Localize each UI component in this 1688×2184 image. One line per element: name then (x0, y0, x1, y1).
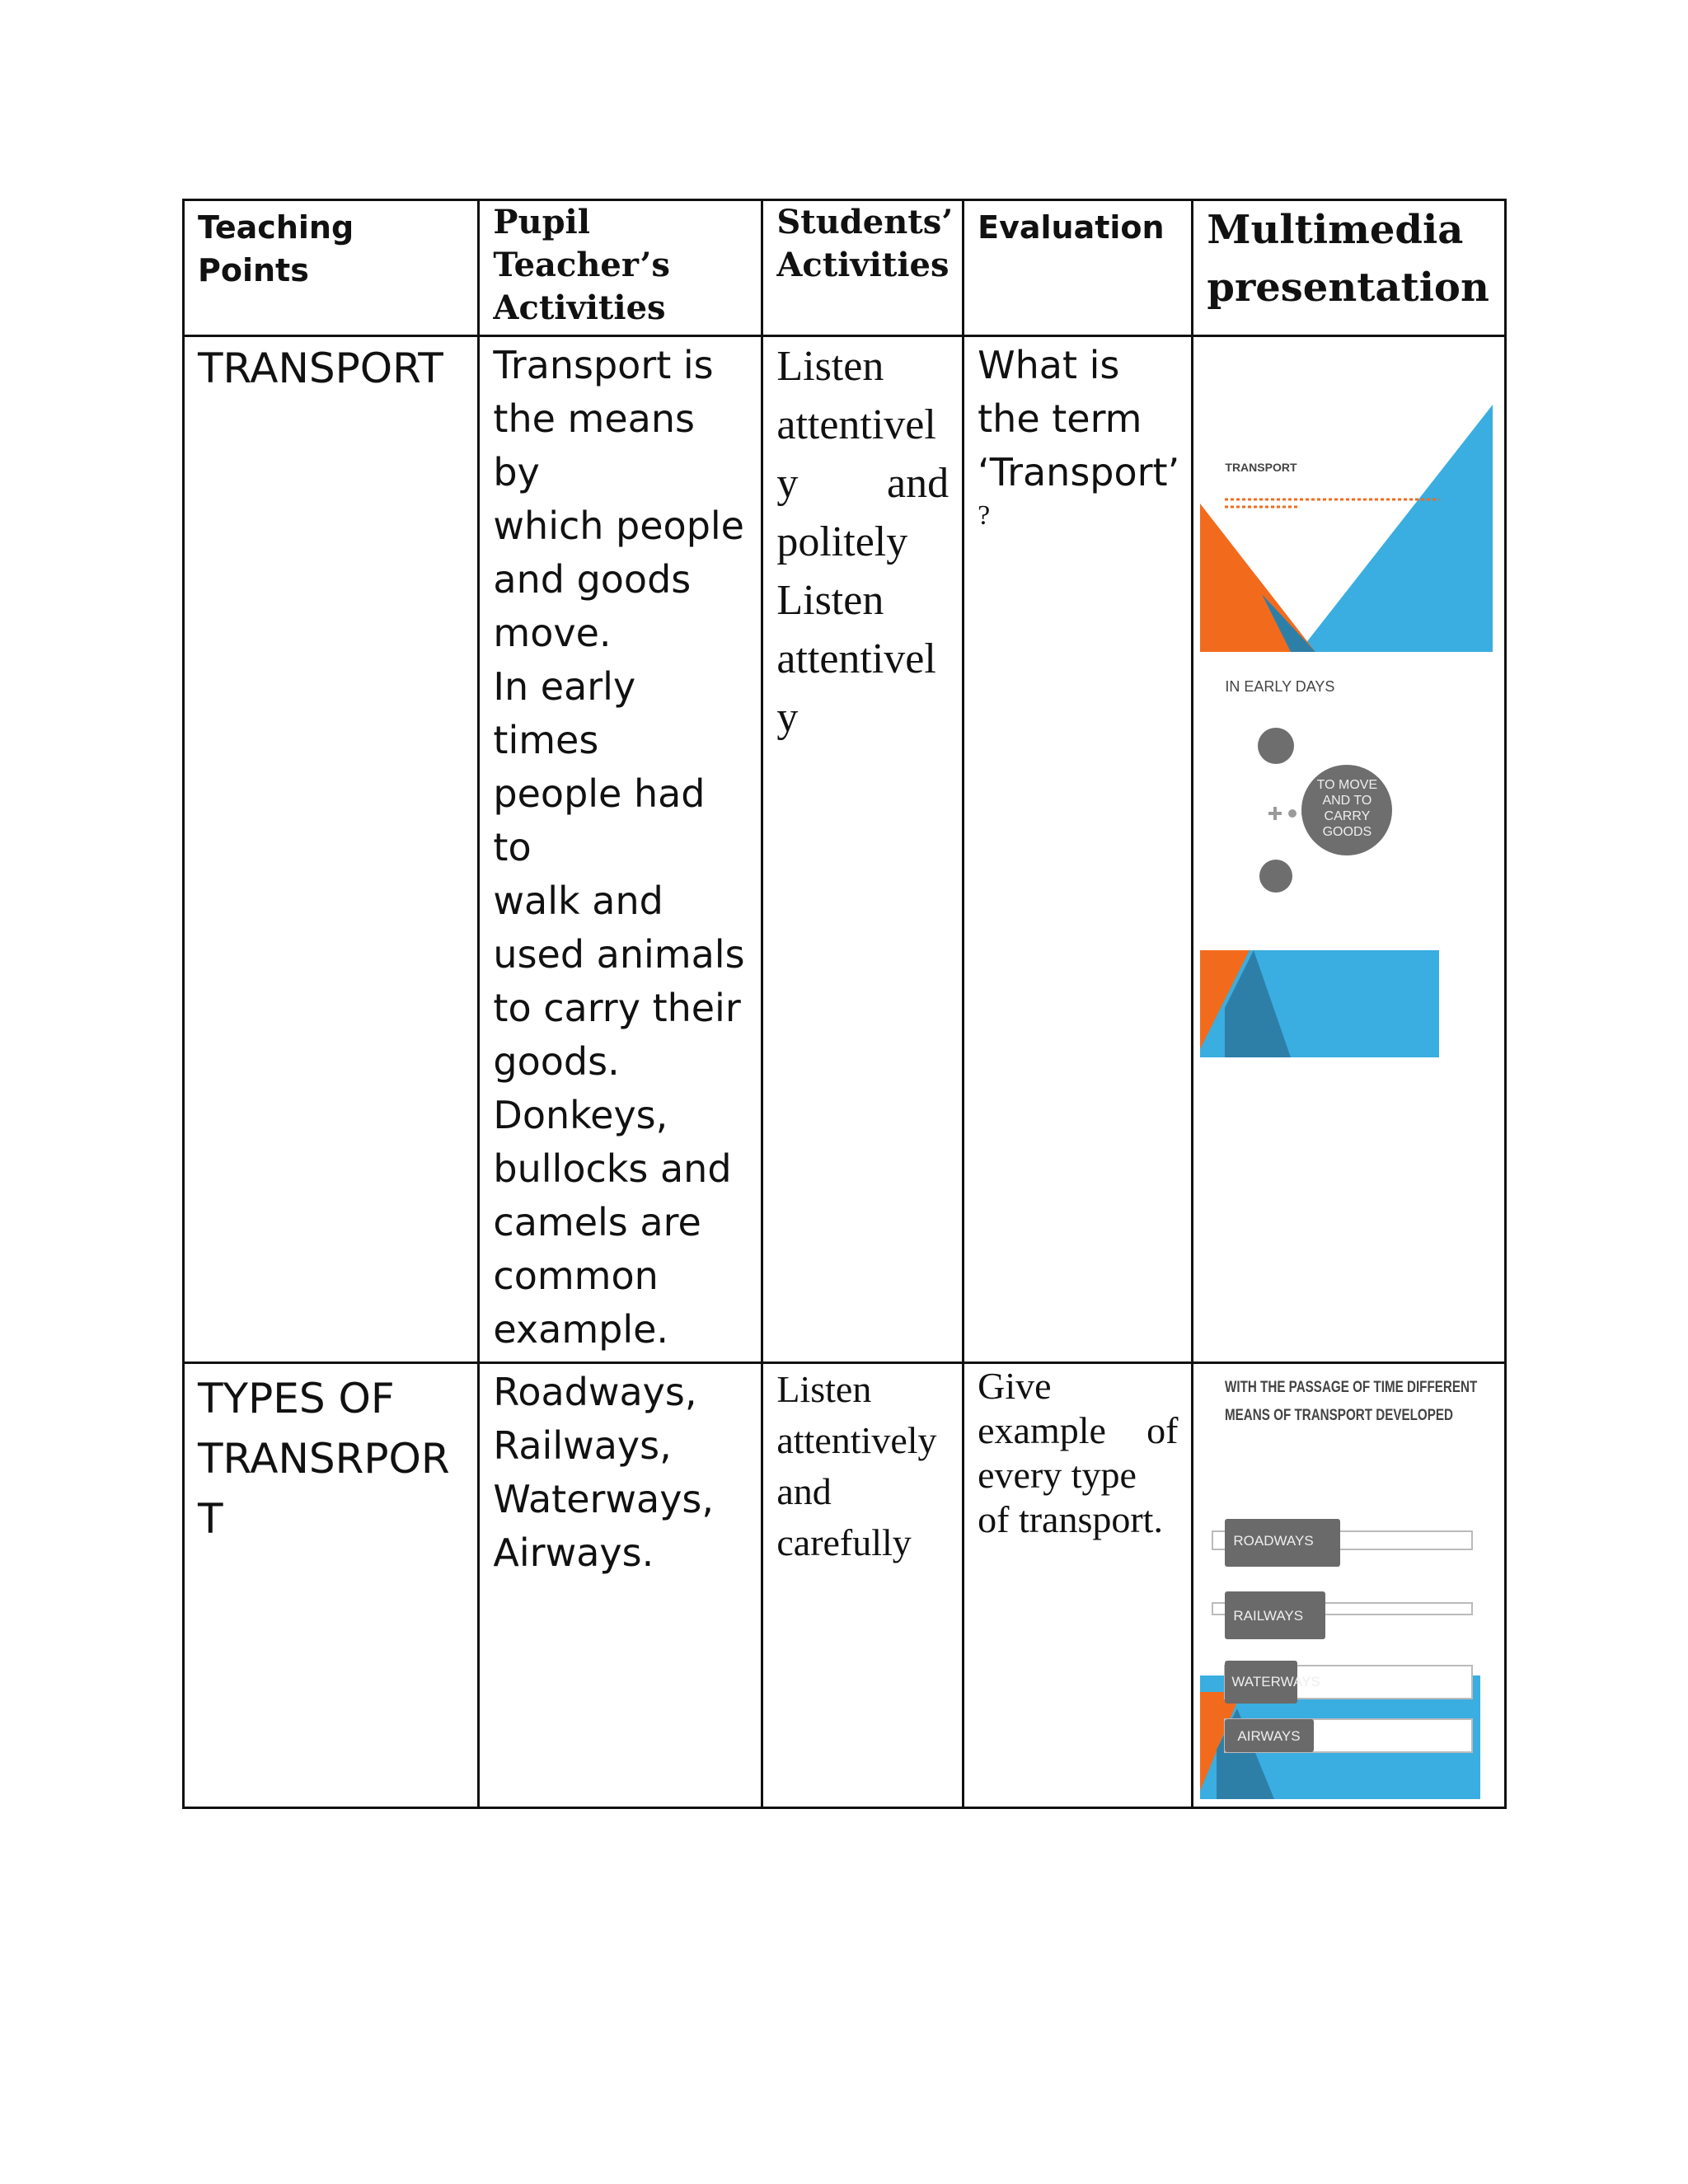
slide-bar-waterways: WATERWAYS (1231, 1674, 1320, 1690)
evaluation-line: ? (978, 500, 991, 531)
evaluation-line: of transport. (978, 1498, 1163, 1540)
slide-transport-title: TRANSPORT (1225, 461, 1297, 474)
student-line: attentively (776, 1419, 937, 1461)
header-pupil-line: Pupil (493, 203, 590, 241)
header-evaluation (964, 200, 1193, 336)
evaluation-line: the term (978, 396, 1142, 441)
teacher-line: Donkeys, (493, 1093, 668, 1137)
slide-bar-roadways: ROADWAYS (1233, 1533, 1314, 1549)
student-line: Listen (776, 577, 884, 624)
teaching-point-line: T (198, 1495, 223, 1543)
teaching-point-line: TRANSPORT (198, 344, 443, 392)
teaching-point-cell (184, 336, 479, 1363)
teacher-line: In early times (493, 664, 636, 762)
evaluation-line: every type (978, 1454, 1137, 1496)
slide-types-title (1225, 1374, 1477, 1430)
circle-line: CARRY (1324, 809, 1371, 823)
student-line: politely (776, 518, 908, 565)
slide-early-days-graphic (1200, 670, 1493, 1057)
student-activities-cell (762, 336, 964, 1363)
circle-line: TO MOVE (1316, 778, 1378, 792)
slide-types-title-line: WITH THE PASSAGE OF TIME DIFFERENT (1225, 1379, 1478, 1396)
teacher-line: common (493, 1254, 659, 1298)
student-line: Listen (776, 343, 884, 390)
table-row-transport (184, 336, 1506, 1363)
student-line: y (776, 694, 799, 741)
header-presentation-line: presentation (1207, 265, 1489, 311)
student-activities-cell (762, 1363, 964, 1808)
header-activities-line: Activities (493, 288, 666, 327)
teacher-line: and goods (493, 557, 692, 602)
teacher-line: Airways. (493, 1530, 654, 1575)
multimedia-cell (1193, 336, 1506, 1363)
teacher-line: to carry their (493, 986, 741, 1030)
header-pupil-teacher-activities (479, 200, 762, 336)
header-multimedia-line: Multimedia (1207, 207, 1464, 253)
circle-line: AND TO (1322, 794, 1372, 808)
slide-types-title-line: MEANS OF TRANSPORT DEVELOPED (1225, 1407, 1454, 1424)
student-line: attentivel (776, 635, 936, 682)
teacher-line: which people (493, 504, 744, 548)
teacher-line: Waterways, (493, 1477, 715, 1521)
teacher-line: used animals (493, 932, 745, 977)
teacher-line: camels are (493, 1200, 701, 1244)
teaching-point-line: TRANSRPOR (198, 1435, 450, 1483)
header-students-activities-line: Activities (776, 246, 950, 284)
teacher-line: Railways, (493, 1423, 672, 1468)
slide-thumbnail-types-of-transport (1200, 1363, 1480, 1800)
slide-bar-airways: AIRWAYS (1237, 1728, 1301, 1744)
slide-early-days-circle-text (1310, 777, 1384, 840)
header-teaching-points-label: Teaching Points (198, 209, 354, 288)
teacher-activities-cell (479, 1363, 762, 1808)
teacher-line: goods. (493, 1039, 620, 1084)
lesson-plan-table (182, 199, 1507, 1809)
evaluation-line: ‘Transport’ (978, 450, 1180, 494)
evaluation-cell (964, 1363, 1193, 1808)
slide-thumbnail-early-days (1200, 670, 1493, 1057)
student-line-part: and (887, 460, 950, 507)
header-students-activities (762, 200, 964, 336)
student-line: carefully (776, 1521, 912, 1563)
evaluation-cell (964, 336, 1193, 1363)
table-row-types-of-transport (184, 1363, 1506, 1808)
header-evaluation-label: Evaluation (978, 209, 1165, 246)
teacher-line: Roadways, (493, 1370, 697, 1414)
header-students-line: Students’ (776, 203, 954, 241)
teacher-line: move. (493, 611, 612, 655)
header-multimedia-presentation (1193, 200, 1506, 336)
teacher-line: walk and (493, 879, 663, 923)
slide-thumbnail-transport (1200, 405, 1493, 652)
header-teachers-line: Teacher’s (493, 246, 670, 284)
multimedia-cell (1193, 1363, 1506, 1808)
teacher-activities-cell (479, 336, 762, 1363)
teacher-line: bullocks and (493, 1146, 732, 1191)
evaluation-line: Give (978, 1365, 1052, 1407)
student-line (776, 454, 949, 513)
header-teaching-points (184, 200, 479, 336)
evaluation-line (978, 1408, 1178, 1453)
slide-early-days-title: IN EARLY DAYS (1225, 678, 1335, 695)
teacher-line: Transport is (493, 343, 714, 387)
slide-bar-railways: RAILWAYS (1233, 1608, 1304, 1624)
header-row (184, 200, 1506, 336)
evaluation-line: What is (978, 343, 1120, 387)
slide-transport-graphic (1200, 405, 1493, 652)
student-line: and (776, 1470, 832, 1512)
teacher-line: the means by (493, 396, 695, 494)
teacher-line: people had to (493, 771, 706, 869)
teaching-point-line: TYPES OF (198, 1375, 395, 1422)
student-line: Listen (776, 1368, 872, 1410)
evaluation-line-part: of (1146, 1409, 1179, 1451)
student-line-part: y (776, 460, 799, 507)
teacher-line: example. (493, 1307, 669, 1352)
circle-line: GOODS (1322, 825, 1372, 839)
teaching-point-cell (184, 1363, 479, 1808)
student-line: attentivel (776, 401, 936, 448)
evaluation-line-part: example (978, 1409, 1106, 1451)
